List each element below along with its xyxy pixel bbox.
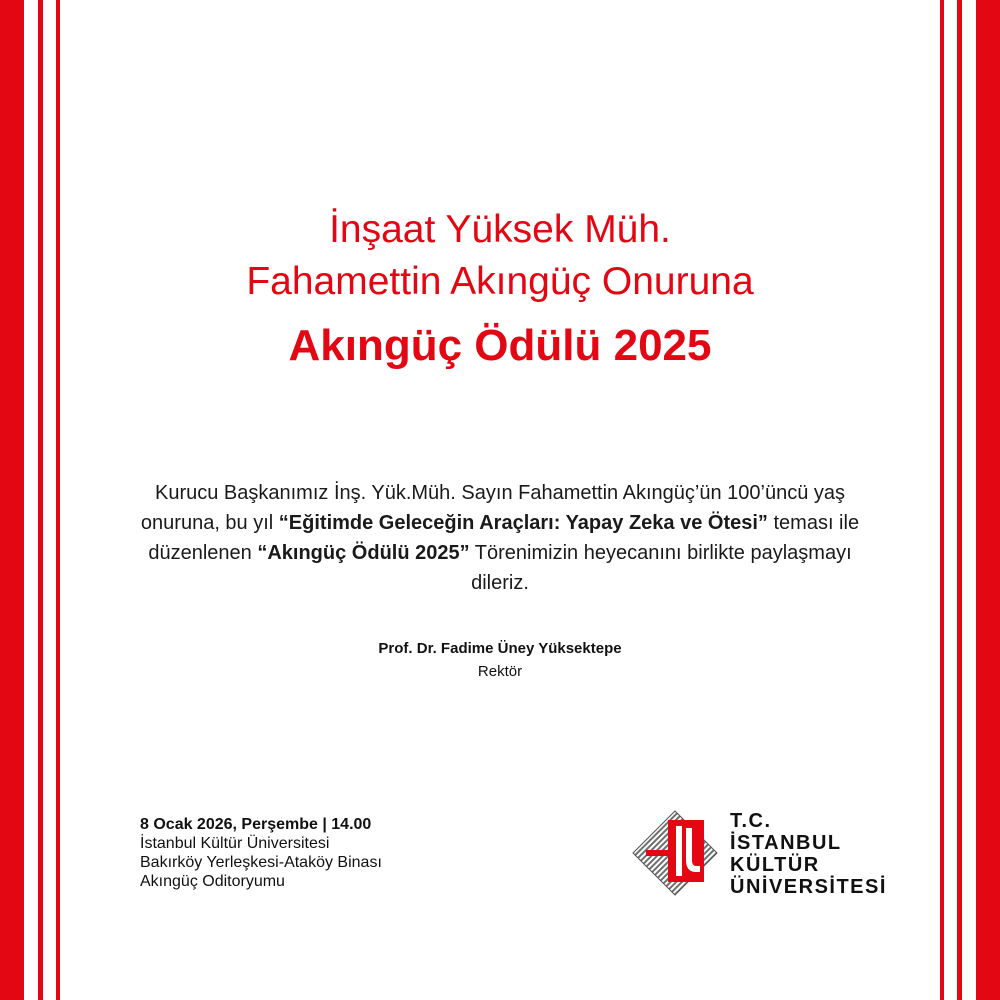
logo-text-line-4: ÜNİVERSİTESİ bbox=[730, 876, 887, 898]
right-stripe-thin-2 bbox=[940, 0, 944, 1000]
invitation-text-part-2: teması ile düzenlenen bbox=[148, 512, 860, 564]
heading-line-1: İnşaat Yüksek Müh. bbox=[329, 208, 671, 251]
invitation-text bbox=[130, 478, 870, 598]
event-venue-line-2: Bakırköy Yerleşkesi-Ataköy Binası bbox=[140, 854, 382, 871]
left-stripe-thick bbox=[0, 0, 24, 1000]
event-datetime: 8 Ocak 2026, Perşembe | 14.00 bbox=[140, 816, 372, 833]
logo-text-line-1: T.C. bbox=[730, 810, 772, 832]
event-venue-line-3: Akıngüç Oditoryumu bbox=[140, 873, 285, 890]
event-details bbox=[140, 815, 382, 891]
event-venue-line-1: İstanbul Kültür Üniversitesi bbox=[140, 835, 330, 852]
signer-name: Prof. Dr. Fadime Üney Yüksektepe bbox=[378, 640, 622, 657]
iku-logo-mark-icon bbox=[630, 808, 725, 903]
heading-line-2: Fahamettin Akıngüç Onuruna bbox=[246, 260, 754, 303]
award-title: Akıngüç Ödülü 2025 bbox=[288, 321, 712, 370]
university-logo bbox=[630, 808, 887, 908]
right-stripe-thick bbox=[976, 0, 1000, 1000]
invitation-text-part-1: Kurucu Başkanımız İnş. Yük.Müh. Sayın Fahamettin Akıngüç’ün 100’üncü yaş onuruna, bu yıl bbox=[140, 482, 845, 534]
left-stripe-thin-2 bbox=[56, 0, 60, 1000]
invitation-theme: “Eğitimde Geleceğin Araçları: Yapay Zeka ve Ötesi” bbox=[278, 512, 768, 534]
logo-text bbox=[730, 810, 887, 898]
left-stripe-thin-1 bbox=[38, 0, 43, 1000]
right-stripe-thin-1 bbox=[957, 0, 962, 1000]
invitation-award: “Akıngüç Ödülü 2025” bbox=[257, 542, 470, 564]
logo-text-line-2: İSTANBUL bbox=[730, 832, 842, 854]
logo-text-line-3: KÜLTÜR bbox=[730, 854, 820, 876]
signer-title: Rektör bbox=[477, 663, 523, 680]
invitation-text-part-3: Törenimizin heyecanını birlikte paylaşmayı dileriz. bbox=[469, 542, 852, 594]
